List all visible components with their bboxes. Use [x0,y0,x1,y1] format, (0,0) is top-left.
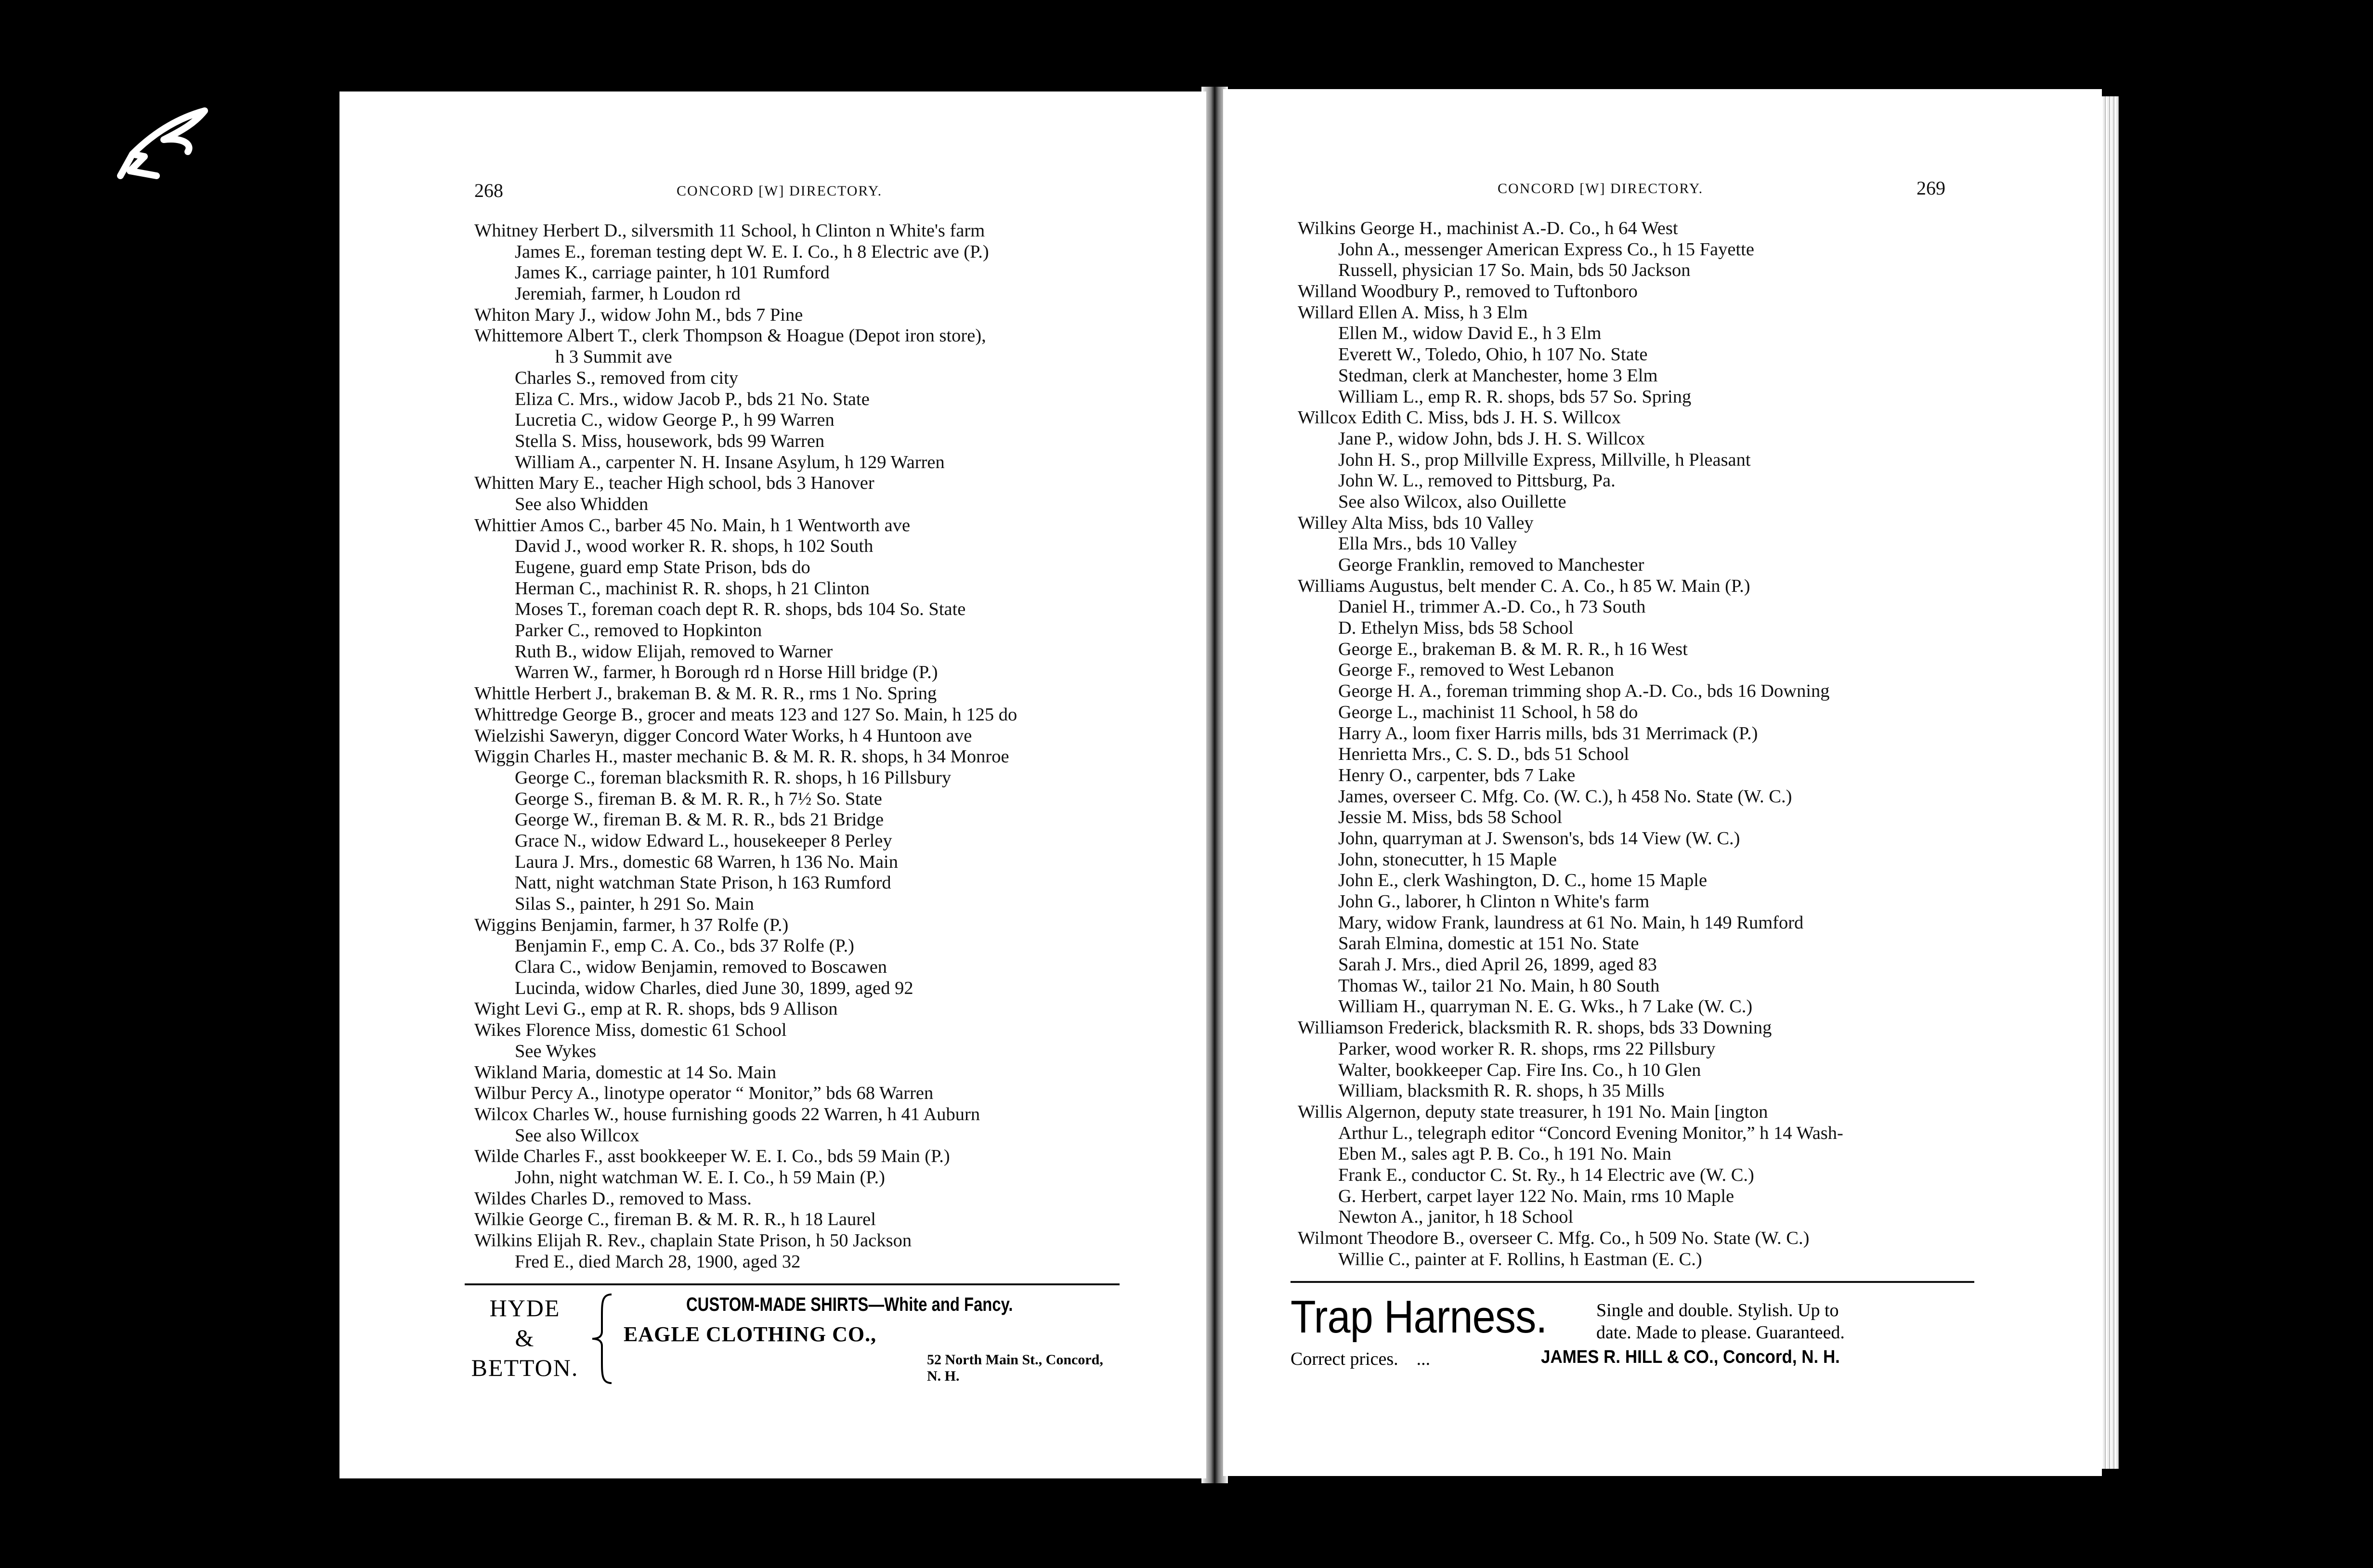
directory-entry: Wiggins Benjamin, farmer, h 37 Rolfe (P.) [474,915,789,935]
directory-entry: Lucinda, widow Charles, died June 30, 1899, aged 92 [515,978,913,998]
directory-entry: William H., quarryman N. E. G. Wks., h 7 Lake (W. C.) [1338,996,1753,1017]
directory-entry: Whittier Amos C., barber 45 No. Main, h 1 Wentworth ave [474,515,911,536]
directory-entry: Walter, bookkeeper Cap. Fire Ins. Co., h 10 Glen [1338,1059,1701,1080]
directory-entry: George E., brakeman B. & M. R. R., h 16 West [1338,639,1688,659]
directory-entry: Wikes Florence Miss, domestic 61 School [474,1020,787,1041]
directory-entry: Wikland Maria, domestic at 14 So. Main [474,1062,777,1083]
directory-entry: Frank E., conductor C. St. Ry., h 14 Electric ave (W. C.) [1338,1164,1754,1185]
directory-entry: Whittle Herbert J., brakeman B. & M. R. R., rms 1 No. Spring [474,683,937,704]
directory-entry: John, stonecutter, h 15 Maple [1338,849,1557,870]
directory-entry: Jane P., widow John, bds J. H. S. Willcox [1338,428,1645,449]
directory-entry: Russell, physician 17 So. Main, bds 50 Jackson [1338,260,1691,281]
directory-entry: Stedman, clerk at Manchester, home 3 Elm [1338,365,1658,386]
directory-entry: Wilbur Percy A., linotype operator “ Monitor,” bds 68 Warren [474,1083,934,1104]
directory-entry: John W. L., removed to Pittsburg, Pa. [1338,470,1616,491]
directory-entry: Ella Mrs., bds 10 Valley [1338,534,1517,554]
directory-entry: Warren W., farmer, h Borough rd n Horse Hill bridge (P.) [515,662,938,683]
directory-entry: Willand Woodbury P., removed to Tuftonboro [1298,281,1638,302]
directory-entry: Natt, night watchman State Prison, h 163 Rumford [515,873,891,893]
right-page-number: 269 [1917,177,1945,199]
directory-entry: James K., carriage painter, h 101 Rumford [515,262,830,283]
directory-entry: John, night watchman W. E. I. Co., h 59 Main (P.) [515,1167,885,1188]
directory-entry: Daniel H., trimmer A.-D. Co., h 73 South [1338,597,1646,617]
handwritten-mark [111,104,226,190]
directory-entry: Ruth B., widow Elijah, removed to Warner [515,641,833,662]
directory-entry: Wilkie George C., fireman B. & M. R. R., h 18 Laurel [474,1209,876,1230]
directory-entry: Wilcox Charles W., house furnishing goods 22 Warren, h 41 Auburn [474,1104,980,1124]
directory-entry: George F., removed to West Lebanon [1338,660,1614,680]
directory-entry: Charles S., removed from city [515,367,739,388]
directory-entry: Ellen M., widow David E., h 3 Elm [1338,323,1602,344]
directory-entry: Willis Algernon, deputy state treasurer, h 191 No. Main [ington [1298,1101,1768,1122]
directory-entry: Jessie M. Miss, bds 58 School [1338,807,1563,828]
directory-entry: George S., fireman B. & M. R. R., h 7½ So. State [515,788,882,809]
ad-address: 52 North Main St., Concord, N. H. [927,1352,1103,1384]
directory-entry: John A., messenger American Express Co., h 15 Fayette [1338,239,1754,260]
right-running-head: CONCORD [W] DIRECTORY. [1498,181,1704,196]
directory-entry: Jeremiah, farmer, h Loudon rd [515,284,741,304]
directory-entry: Newton A., janitor, h 18 School [1338,1207,1574,1228]
directory-entry: See also Whidden [515,494,649,514]
directory-entry: George H. A., foreman trimming shop A.-D. Co., bds 16 Downing [1338,681,1830,702]
directory-entry: Parker, wood worker R. R. shops, rms 22 Pillsbury [1338,1038,1716,1059]
directory-entry: Whitten Mary E., teacher High school, bds 3 Hanover [474,473,874,494]
directory-entry: John G., laborer, h Clinton n White's farm [1338,891,1650,912]
directory-entry: Eugene, guard emp State Prison, bds do [515,557,810,577]
directory-entry: Eliza C. Mrs., widow Jacob P., bds 21 No. State [515,389,870,409]
directory-entry: Williams Augustus, belt mender C. A. Co., h 85 W. Main (P.) [1298,575,1750,596]
directory-entry: Wilde Charles F., asst bookkeeper W. E. I. Co., bds 59 Main (P.) [474,1146,950,1167]
ad-brace-icon [590,1293,614,1385]
left-entry-list [474,221,1017,1272]
directory-entry: Lucretia C., widow George P., h 99 Warren [515,410,834,431]
directory-entry: Clara C., widow Benjamin, removed to Boscawen [515,957,887,978]
directory-entry: George C., foreman blacksmith R. R. shops, h 16 Pillsbury [515,767,952,788]
directory-entry: Whittemore Albert T., clerk Thompson & Hoague (Depot iron store), [474,326,986,346]
directory-entry: Wilkins George H., machinist A.-D. Co., h 64 West [1298,218,1678,238]
ad-company: JAMES R. HILL & CO., Concord, N. H. [1541,1347,1840,1367]
directory-entry: D. Ethelyn Miss, bds 58 School [1338,618,1574,639]
directory-entry: Harry A., loom fixer Harris mills, bds 31 Merrimack (P.) [1338,723,1758,744]
directory-entry: Williamson Frederick, blacksmith R. R. shops, bds 33 Downing [1298,1018,1772,1038]
directory-entry: G. Herbert, carpet layer 122 No. Main, rms 10 Maple [1338,1186,1734,1206]
directory-entry: Silas S., painter, h 291 So. Main [515,894,754,914]
directory-entry: George W., fireman B. & M. R. R., bds 21 Bridge [515,810,884,830]
directory-entry: Parker C., removed to Hopkinton [515,620,762,641]
directory-entry: Grace N., widow Edward L., housekeeper 8 Perley [515,830,892,851]
directory-entry: George Franklin, removed to Manchester [1338,555,1644,575]
directory-entry: Thomas W., tailor 21 No. Main, h 80 South [1338,975,1660,996]
directory-entry: David J., wood worker R. R. shops, h 102 South [515,536,874,557]
directory-entry: George L., machinist 11 School, h 58 do [1338,702,1638,722]
ad-text-line1: Single and double. Stylish. Up to [1596,1300,1839,1320]
directory-entry: John H. S., prop Millville Express, Millville, h Pleasant [1338,449,1751,470]
ad-text-line2: date. Made to please. Guaranteed. [1596,1322,1845,1343]
directory-entry: Laura J. Mrs., domestic 68 Warren, h 136 No. Main [515,851,898,872]
directory-entry: h 3 Summit ave [555,347,672,367]
right-entry-list [1298,218,1843,1270]
right-advertisement [1291,1281,1974,1425]
directory-entry: Wiggin Charles H., master mechanic B. & M. R. R. shops, h 34 Monroe [474,746,1009,767]
ad-firm-line2: & [515,1324,535,1351]
directory-entry: John, quarryman at J. Swenson's, bds 14 View (W. C.) [1338,828,1740,849]
directory-entry: Eben M., sales agt P. B. Co., h 191 No. Main [1338,1144,1671,1164]
ad-top-rule [465,1283,1120,1285]
ad-headline: Trap Harness. [1291,1291,1547,1343]
directory-entry: Willey Alta Miss, bds 10 Valley [1298,512,1534,533]
directory-entry: Henrietta Mrs., C. S. D., bds 51 School [1338,744,1630,765]
directory-entry: Moses T., foreman coach dept R. R. shops, bds 104 So. State [515,599,966,620]
directory-entry: William, blacksmith R. R. shops, h 35 Mills [1338,1081,1665,1101]
directory-entry: Fred E., died March 28, 1900, aged 32 [515,1251,801,1272]
directory-entry: John E., clerk Washington, D. C., home 15 Maple [1338,870,1708,891]
directory-entry: William L., emp R. R. shops, bds 57 So. Spring [1338,386,1692,407]
directory-entry: Whittredge George B., grocer and meats 123 and 127 So. Main, h 125 do [474,704,1017,725]
directory-entry: Mary, widow Frank, laundress at 61 No. Main, h 149 Rumford [1338,912,1804,933]
left-advertisement [465,1283,1120,1428]
directory-entry: Wielzishi Saweryn, digger Concord Water Works, h 4 Huntoon ave [474,725,972,746]
directory-entry: Everett W., Toledo, Ohio, h 107 No. State [1338,344,1648,365]
directory-entry: William A., carpenter N. H. Insane Asylum, h 129 Warren [515,452,945,472]
right-page [1223,89,2102,1476]
directory-entry: Wight Levi G., emp at R. R. shops, bds 9 Allison [474,999,838,1019]
left-page-number: 268 [474,180,503,201]
ad-company: EAGLE CLOTHING CO., [624,1322,877,1346]
directory-entry: Willie C., painter at F. Rollins, h Eastman (E. C.) [1338,1249,1702,1269]
ad-headline: CUSTOM-MADE SHIRTS—White and Fancy. [686,1294,1013,1315]
directory-entry: Henry O., carpenter, bds 7 Lake [1338,765,1576,785]
directory-entry: Wilkins Elijah R. Rev., chaplain State Prison, h 50 Jackson [474,1230,912,1251]
directory-entry: See Wykes [515,1041,597,1061]
directory-entry: Sarah J. Mrs., died April 26, 1899, aged 83 [1338,954,1657,975]
left-page [339,91,1206,1478]
ad-firm-line3: BETTON. [471,1354,579,1381]
directory-entry: See also Wilcox, also Ouillette [1338,491,1566,512]
directory-entry: Willcox Edith C. Miss, bds J. H. S. Willcox [1298,407,1621,428]
ad-firm-line1: HYDE [489,1294,561,1321]
directory-entry: Arthur L., telegraph editor “Concord Evening Monitor,” h 14 Wash- [1338,1123,1843,1143]
directory-entry: Whitney Herbert D., silversmith 11 School, h Clinton n White's farm [474,221,985,241]
directory-entry: Sarah Elmina, domestic at 151 No. State [1338,933,1639,954]
directory-entry: See also Willcox [515,1125,639,1146]
directory-entry: James E., foreman testing dept W. E. I. Co., h 8 Electric ave (P.) [515,241,989,262]
left-running-head: CONCORD [W] DIRECTORY. [677,183,883,199]
directory-entry: Wildes Charles D., removed to Mass. [474,1188,752,1209]
ad-text-line3: Correct prices. ... [1291,1349,1431,1369]
directory-entry: Benjamin F., emp C. A. Co., bds 37 Rolfe (P.) [515,936,854,956]
ad-top-rule [1291,1281,1974,1283]
directory-entry: Herman C., machinist R. R. shops, h 21 Clinton [515,578,870,599]
directory-entry: James, overseer C. Mfg. Co. (W. C.), h 458 No. State (W. C.) [1338,786,1792,807]
directory-entry: Wilmont Theodore B., overseer C. Mfg. Co., h 509 No. State (W. C.) [1298,1228,1810,1248]
directory-entry: Whiton Mary J., widow John M., bds 7 Pine [474,304,803,325]
directory-entry: Stella S. Miss, housework, bds 99 Warren [515,431,825,451]
directory-entry: Willard Ellen A. Miss, h 3 Elm [1298,302,1528,323]
